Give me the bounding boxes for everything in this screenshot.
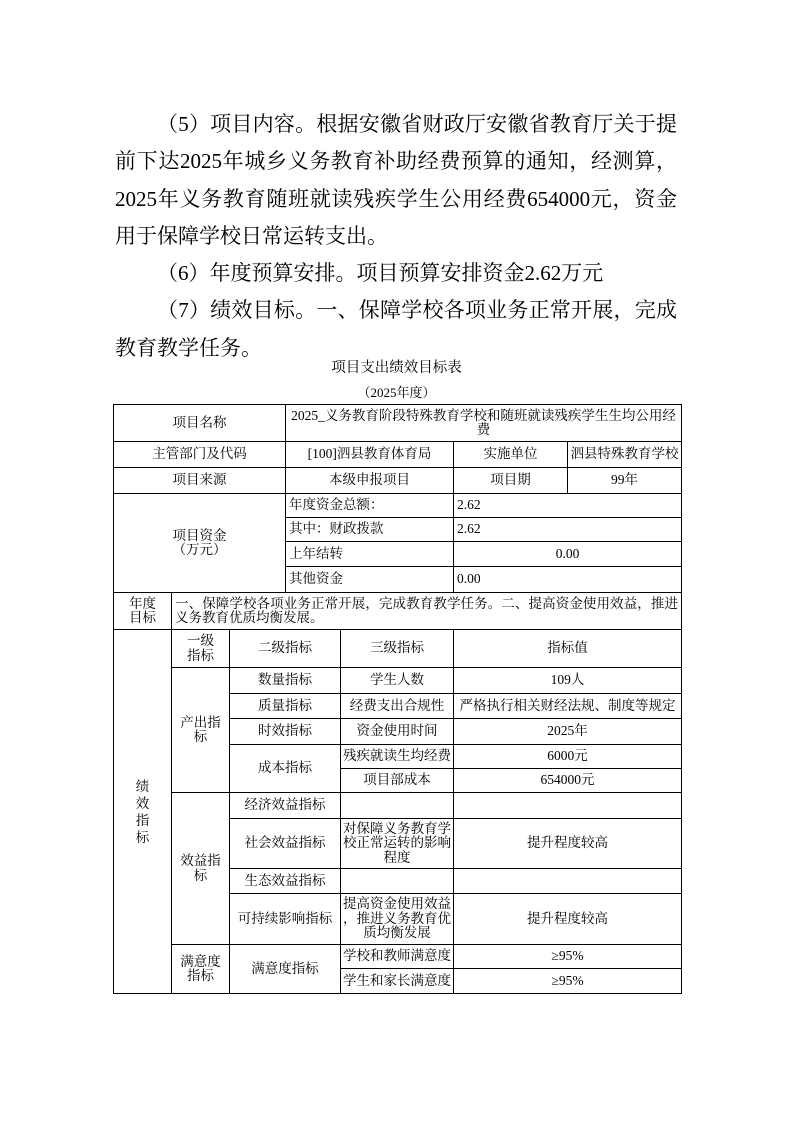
fund-item-value: 0.00 [454,542,682,567]
table-title: 项目支出绩效目标表 [331,360,462,376]
level1-text: 满意度指标 [180,953,221,983]
level3-cell [341,869,454,894]
level3-cell: 学生人数 [341,668,454,694]
fund-item-label: 其他资金 [286,567,454,593]
level3-cell [341,793,454,819]
level2-cell: 质量指标 [230,694,341,719]
table-row [114,494,682,518]
level2-cell: 时效指标 [230,719,341,745]
table-row [114,405,682,442]
table-row [114,442,682,468]
impl-value: 泗县特殊教育学校 [568,442,682,468]
table-row [114,630,682,668]
level1-cell [172,945,230,994]
header-level1-text: 一级指标 [187,633,214,663]
funds-label [114,494,286,593]
value-cell: 严格执行相关财经法规、制度等规定 [454,694,682,719]
level1-cell [172,668,230,793]
indicators-label [114,630,172,994]
body-line: 2025年义务教育随班就读残疾学生公用经费654000元，资金 [115,186,677,211]
level2-cell: 社会效益指标 [230,819,341,869]
value-cell: 提升程度较高 [454,894,682,945]
level3-cell: 提高资金使用效益，推进义务教育优质均衡发展 [341,894,454,945]
header-value: 指标值 [454,630,682,668]
funds-unit-text: （万元） [172,542,227,557]
indicators-label-text: 绩效指标 [135,778,150,845]
value-cell: 654000元 [454,769,682,793]
dept-label: 主管部门及代码 [114,442,286,468]
level1-text: 产出指标 [180,714,221,744]
table-row [114,668,682,694]
performance-target-table [113,404,682,994]
source-value: 本级申报项目 [286,468,454,494]
level3-cell: 学生和家长满意度 [341,969,454,994]
table-row [114,593,682,630]
level1-text: 效益指标 [180,853,221,883]
fund-item-label: 年度资金总额： [286,494,454,518]
level1-cell [172,793,230,945]
dept-value: [100]泗县教育体育局 [286,442,454,468]
level2-cell: 经济效益指标 [230,793,341,819]
value-cell: 6000元 [454,745,682,769]
annual-goal-label [114,593,172,630]
level3-cell: 学校和教师满意度 [341,945,454,969]
value-cell: 109人 [454,668,682,694]
body-text [115,106,677,367]
header-level1 [172,630,230,668]
annual-goal-value: 一、保障学校各项业务正常开展，完成教育教学任务。二、提高资金使用效益，推进义务教育优质均衡发展。 [172,593,682,630]
level3-cell: 残疾就读生均经费 [341,745,454,769]
value-cell: ≥95% [454,945,682,969]
impl-label: 实施单位 [454,442,568,468]
body-line: 前下达2025年城乡义务教育补助经费预算的通知，经测算， [115,149,677,174]
body-line: （7）绩效目标。一、保障学校各项业务正常开展，完成 [157,298,677,323]
level2-cell: 成本指标 [230,745,341,793]
source-label: 项目来源 [114,468,286,494]
fund-item-label: 其中：财政拨款 [286,518,454,542]
project-name-value: 2025_义务教育阶段特殊教育学校和随班就读残疾学生生均公用经费 [286,405,682,442]
body-line: 教育教学任务。 [115,335,262,360]
body-line: 用于保障学校日常运转支出。 [115,223,388,248]
fund-item-value: 2.62 [454,518,682,542]
annual-goal-label-text: 年度目标 [129,595,156,625]
level3-cell: 项目部成本 [341,769,454,793]
table-row [114,468,682,494]
table-row [114,793,682,819]
table-row [114,945,682,969]
fund-item-label: 上年结转 [286,542,454,567]
value-cell: 提升程度较高 [454,819,682,869]
period-value: 99年 [568,468,682,494]
fund-item-value: 2.62 [454,494,682,518]
value-cell [454,869,682,894]
value-cell: 2025年 [454,719,682,745]
header-level2: 二级指标 [230,630,341,668]
level2-cell: 数量指标 [230,668,341,694]
body-line: （5）项目内容。根据安徽省财政厅安徽省教育厅关于提 [157,112,677,136]
level3-cell: 资金使用时间 [341,719,454,745]
value-cell: ≥95% [454,969,682,994]
level2-cell: 可持续影响指标 [230,894,341,945]
period-label: 项目期 [454,468,568,494]
funds-label-text: 项目资金 [172,527,227,543]
fund-item-value: 0.00 [454,567,682,593]
level2-cell: 生态效益指标 [230,869,341,894]
level2-cell: 满意度指标 [230,945,341,994]
body-line: （6）年度预算安排。项目预算安排资金2.62万元 [157,261,604,286]
table-year: （2025年度） [357,385,436,400]
level3-cell: 对保障义务教育学校正常运转的影响程度 [341,819,454,869]
level3-cell: 经费支出合规性 [341,694,454,719]
value-cell [454,793,682,819]
project-name-label: 项目名称 [114,405,286,442]
header-level3: 三级指标 [341,630,454,668]
